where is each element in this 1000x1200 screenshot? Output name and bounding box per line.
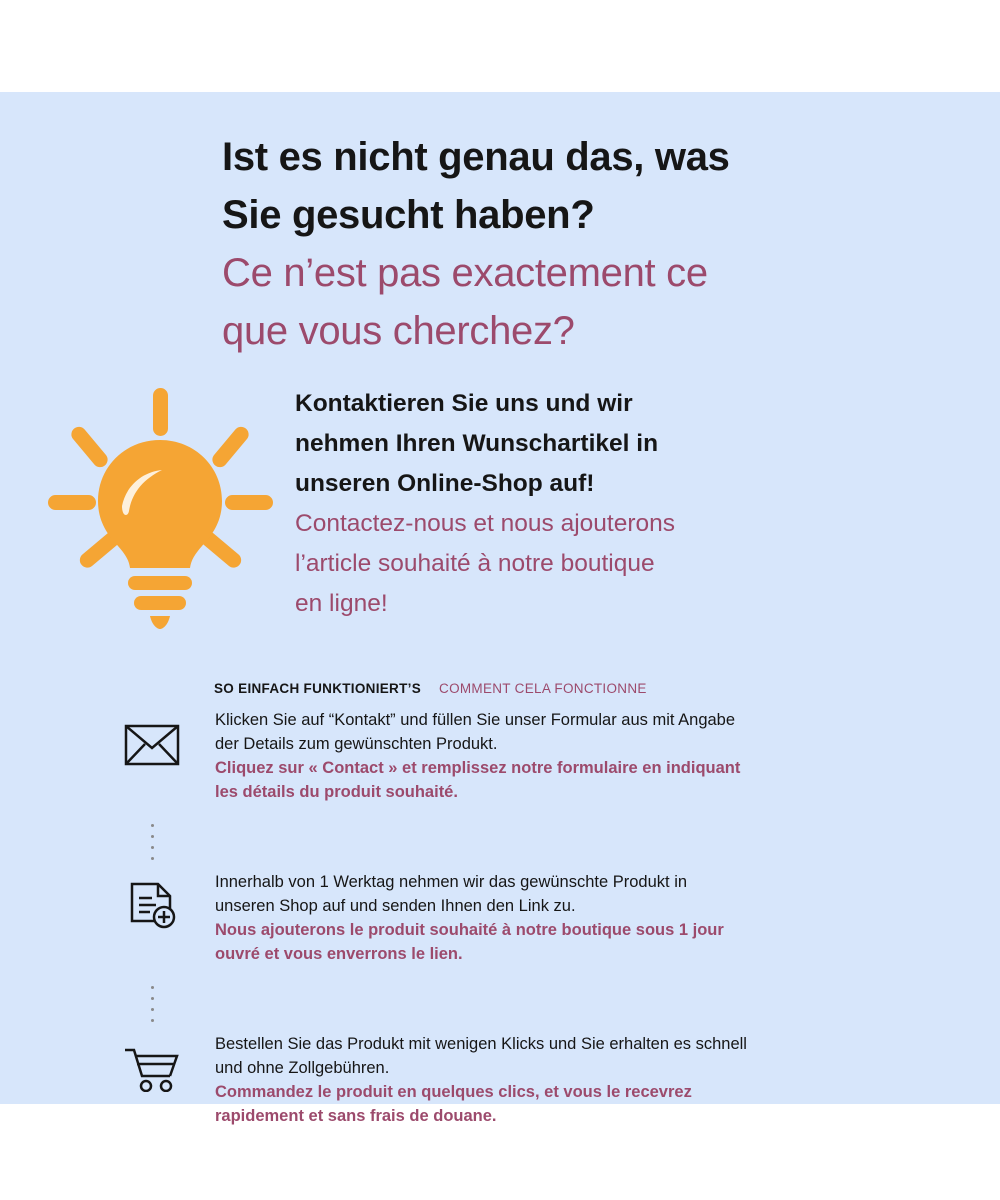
dot [151, 857, 154, 860]
step-fr-line1: Nous ajouterons le produit souhaité à notre boutique sous 1 jour [215, 921, 724, 939]
step-de-line1: Innerhalb von 1 Werktag nehmen wir das gewünschte Produkt in [215, 873, 688, 891]
headline-fr-line1: Ce n’est pas exactement ce [222, 251, 708, 295]
dot [151, 824, 154, 827]
section-label-fr: COMMENT CELA FONCTIONNE [439, 681, 647, 696]
step-text [215, 1030, 940, 1128]
step-fr-line1: Cliquez sur « Contact » et remplissez notre formulaire en indiquant [215, 759, 741, 777]
subtitle-fr-line1: Contactez-nous et nous ajouterons [295, 510, 675, 537]
illustration-and-subtitle [40, 372, 960, 652]
headline-de-line2: Sie gesucht haben? [222, 193, 595, 237]
subtitle-block [295, 384, 955, 624]
step-fr-line2: ouvré et vous enverrons le lien. [215, 945, 463, 963]
section-label-de: SO EINFACH FUNKTIONIERT’S [214, 681, 422, 696]
step-de-line2: unseren Shop auf und senden Ihnen den Link zu. [215, 897, 576, 915]
step-item [120, 1030, 940, 1148]
step-fr-line2: les détails du produit souhaité. [215, 783, 458, 801]
step-de-line2: der Details zum gewünschten Produkt. [215, 735, 498, 753]
dot [151, 1019, 154, 1022]
step-item [120, 706, 940, 824]
step-text [215, 706, 940, 804]
step-de-line2: und ohne Zollgebühren. [215, 1059, 390, 1077]
step-text [215, 868, 940, 966]
step-de-line1: Bestellen Sie das Produkt mit wenigen Klicks und Sie erhalten es schnell [215, 1035, 747, 1053]
step-item [120, 868, 940, 986]
subtitle-fr-line2: l’article souhaité à notre boutique [295, 550, 655, 577]
subtitle-de-line3: unseren Online-Shop auf! [295, 470, 595, 497]
dotted-connector [147, 986, 157, 1030]
shopping-cart-icon [120, 1040, 184, 1098]
headline-fr-line2: que vous cherchez? [222, 309, 575, 353]
dot [151, 846, 154, 849]
dot [151, 1008, 154, 1011]
subtitle-de-line2: nehmen Ihren Wunschartikel in [295, 430, 659, 457]
step-de-line1: Klicken Sie auf “Kontakt” und füllen Sie unser Formular aus mit Angabe [215, 711, 736, 729]
steps-list [120, 706, 940, 1148]
headline-de-line1: Ist es nicht genau das, was [222, 135, 730, 179]
headline-block [222, 128, 942, 360]
step-fr-line1: Commandez le produit en quelques clics, et vous le recevrez [215, 1083, 692, 1101]
dotted-connector [147, 824, 157, 868]
step-fr-line2: rapidement et sans frais de douane. [215, 1107, 497, 1125]
envelope-icon [120, 716, 184, 774]
dot [151, 986, 154, 989]
subtitle-de-line1: Kontaktieren Sie uns und wir [295, 390, 633, 417]
document-add-icon [120, 878, 184, 936]
dot [151, 835, 154, 838]
section-label-row [214, 681, 647, 696]
subtitle-fr-line3: en ligne! [295, 590, 388, 617]
dot [151, 997, 154, 1000]
lightbulb-icon [40, 382, 280, 632]
